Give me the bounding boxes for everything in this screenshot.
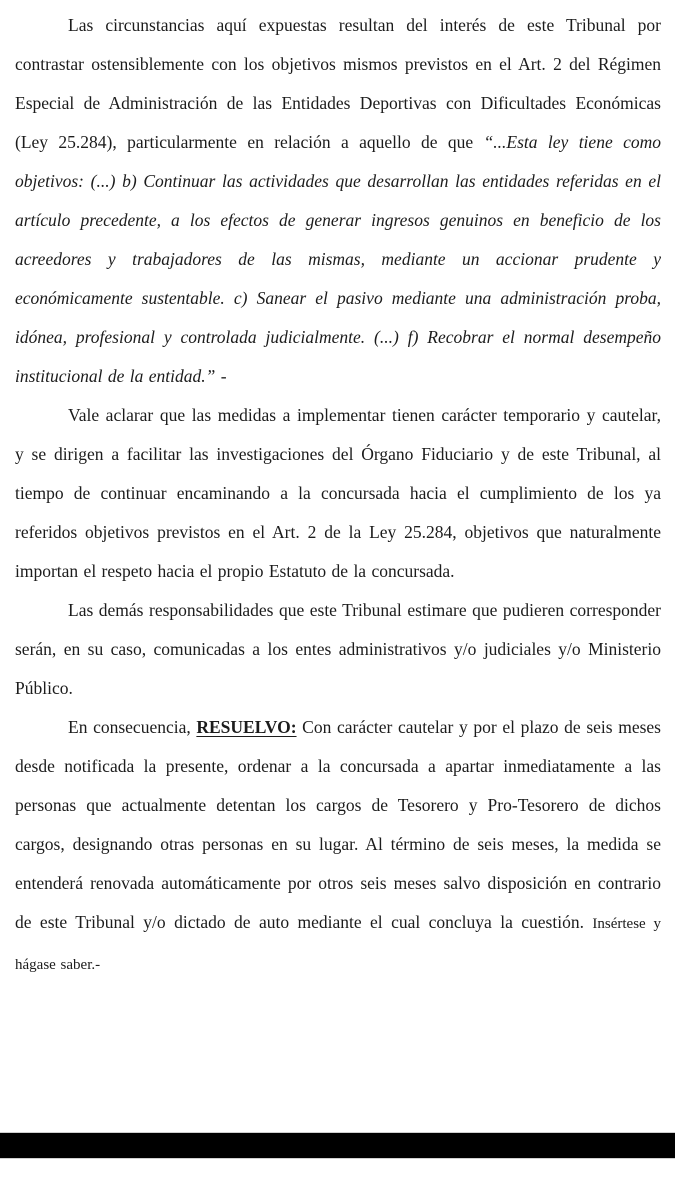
paragraph-3 (15, 591, 661, 708)
text-run: Vale aclarar que las medidas a implementar tienen carácter temporario y cautelar, y se dirigen a facilitar las investigaciones del Órgano Fiduciario y de este Tribunal, al tiempo de continuar encaminando a la concursada hacia el cumplimiento de los ya referidos objetivos previstos en el Art. 2 de la Ley 25.284, objetivos que naturalmente importan el respeto hacia el propio Estatuto de la concursada. (15, 405, 661, 581)
text-run: Las demás responsabilidades que este Tribunal estimare que pudieren corresponder serán, en su caso, comunicadas a los entes administrativos y/o judiciales y/o Ministerio Público. (15, 600, 661, 698)
text-run: En consecuencia, (68, 717, 197, 737)
text-run: “...Esta ley tiene como objetivos: (...) b) Continuar las actividades que desarrollan las entidades referidas en el artículo precedente, a los efectos de generar ingresos genuinos en beneficio de los acreedores y trabajadores de las mismas, mediante un accionar prudente y económicamente sustentable. c) Sanear el pasivo mediante una administración proba, idónea, profesional y controlada judicialmente. (...) f) Recobrar el normal desempeño institucional de la entidad.” (15, 132, 661, 386)
paragraph-2 (15, 396, 661, 591)
text-run: Las circunstancias aquí expuestas resultan del interés de este Tribunal por contrastar ostensiblemente con los objetivos mismos previstos en el Art. 2 del Régimen Especial de Administración de las Entidades Deportivas con Dificultades Económicas (Ley 25.284), particularmente en relación a aquello de que (15, 15, 661, 152)
document-text-block (15, 6, 661, 985)
text-run: - (215, 366, 227, 386)
paragraph-1 (15, 6, 661, 396)
text-run: RESUELVO: (196, 717, 297, 737)
paragraph-4 (15, 708, 661, 985)
text-run: Con carácter cautelar y por el plazo de seis meses desde notificada la presente, ordenar a la concursada a apartar inmediatamente a las personas que actualmente detentan los cargos de Tesorero y Pro-Tesorero de dichos cargos, designando otras personas en su lugar. Al término de seis meses, la medida se entenderá renovada automáticamente por otros seis meses salvo disposición en contrario de este Tribunal y/o dictado de auto mediante el cual concluya la cuestión. (15, 717, 661, 932)
bottom-separator-bar (0, 1132, 675, 1159)
text-run: Insértese y hágase saber.- (15, 916, 661, 973)
